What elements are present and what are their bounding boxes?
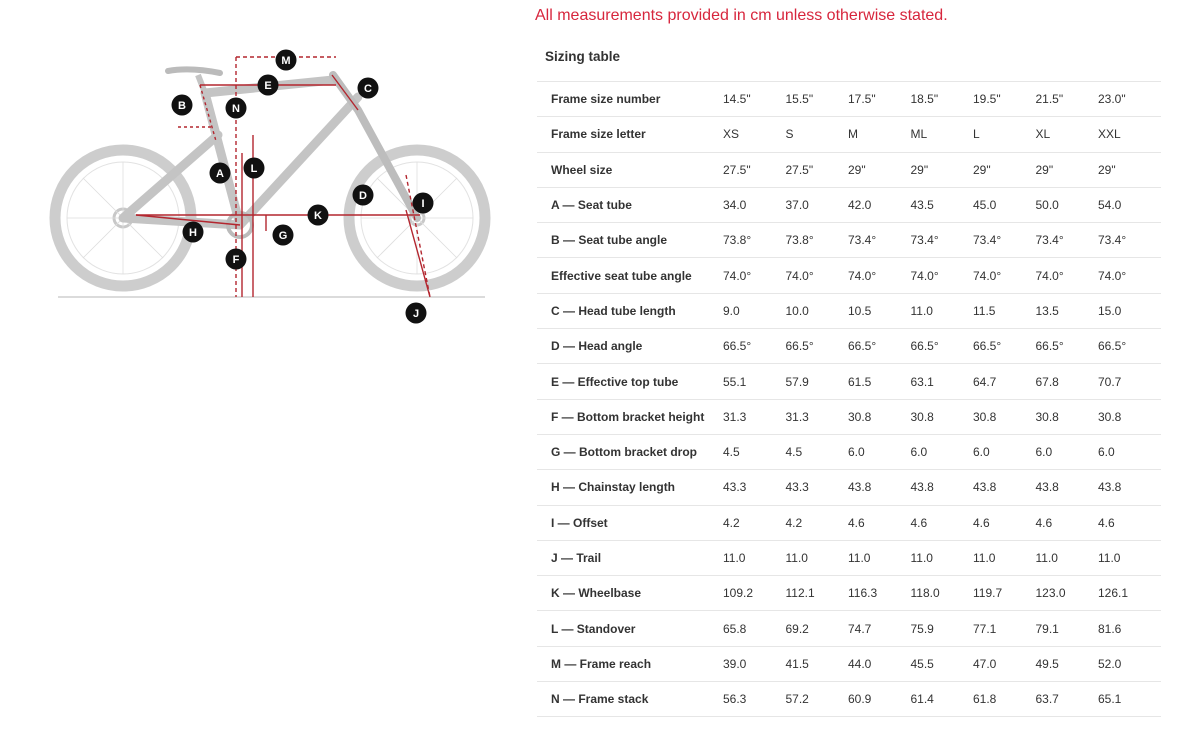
table-cell: 44.0 xyxy=(848,646,911,681)
table-row xyxy=(537,682,1161,717)
label-L xyxy=(244,158,265,179)
table-cell: 4.5 xyxy=(786,434,849,469)
table-row xyxy=(537,364,1161,399)
table-cell: 61.5 xyxy=(848,364,911,399)
label-E xyxy=(258,75,279,96)
table-row xyxy=(537,434,1161,469)
table-cell: 116.3 xyxy=(848,576,911,611)
table-cell: 43.3 xyxy=(723,470,786,505)
table-cell: 73.4° xyxy=(1036,223,1099,258)
table-cell: 6.0 xyxy=(911,434,974,469)
table-cell: 4.2 xyxy=(723,505,786,540)
table-cell: 119.7 xyxy=(973,576,1036,611)
row-label: H — Chainstay length xyxy=(537,470,723,505)
label-F xyxy=(226,249,247,270)
table-cell: 11.0 xyxy=(911,293,974,328)
table-cell: 29" xyxy=(911,152,974,187)
svg-text:J: J xyxy=(412,308,420,320)
svg-text:D: D xyxy=(359,190,367,202)
table-cell: 81.6 xyxy=(1098,611,1161,646)
table-cell: 4.6 xyxy=(1036,505,1099,540)
row-label: M — Frame reach xyxy=(537,646,723,681)
table-cell: 11.0 xyxy=(723,540,786,575)
table-cell: 10.0 xyxy=(786,293,849,328)
table-cell: 4.6 xyxy=(1098,505,1161,540)
label-H xyxy=(183,222,204,243)
table-cell: 66.5° xyxy=(911,329,974,364)
label-I xyxy=(413,193,434,214)
table-row xyxy=(537,258,1161,293)
table-row xyxy=(537,329,1161,364)
row-label: I — Offset xyxy=(537,505,723,540)
svg-text:H: H xyxy=(189,227,197,239)
table-row xyxy=(537,611,1161,646)
table-cell: 70.7 xyxy=(1098,364,1161,399)
table-cell: S xyxy=(786,117,849,152)
table-cell: 4.2 xyxy=(786,505,849,540)
table-cell: M xyxy=(848,117,911,152)
table-cell: 43.8 xyxy=(1098,470,1161,505)
sizing-table-title: Sizing table xyxy=(545,49,621,64)
sizing-table-container xyxy=(537,81,1147,717)
svg-text:L: L xyxy=(250,163,258,175)
table-row xyxy=(537,646,1161,681)
table-cell: 11.0 xyxy=(848,540,911,575)
table-cell: 21.5" xyxy=(1036,82,1099,117)
table-cell: 74.7 xyxy=(848,611,911,646)
table-cell: 118.0 xyxy=(911,576,974,611)
sizing-table-body xyxy=(537,82,1161,717)
table-cell: 74.0° xyxy=(723,258,786,293)
label-G xyxy=(273,225,294,246)
row-label: K — Wheelbase xyxy=(537,576,723,611)
row-label: D — Head angle xyxy=(537,329,723,364)
row-label: L — Standover xyxy=(537,611,723,646)
table-cell: 52.0 xyxy=(1098,646,1161,681)
table-cell: 37.0 xyxy=(786,187,849,222)
table-cell: 29" xyxy=(1098,152,1161,187)
table-cell: 50.0 xyxy=(1036,187,1099,222)
table-cell: 66.5° xyxy=(1098,329,1161,364)
table-cell: 11.5 xyxy=(973,293,1036,328)
table-cell: 65.1 xyxy=(1098,682,1161,717)
table-cell: 29" xyxy=(1036,152,1099,187)
table-cell: 73.8° xyxy=(786,223,849,258)
row-label: J — Trail xyxy=(537,540,723,575)
table-cell: 41.5 xyxy=(786,646,849,681)
table-cell: 9.0 xyxy=(723,293,786,328)
table-cell: 4.6 xyxy=(973,505,1036,540)
table-cell: 11.0 xyxy=(786,540,849,575)
table-cell: 63.7 xyxy=(1036,682,1099,717)
table-cell: 65.8 xyxy=(723,611,786,646)
row-label: F — Bottom bracket height xyxy=(537,399,723,434)
table-cell: 30.8 xyxy=(911,399,974,434)
table-cell: 4.5 xyxy=(723,434,786,469)
svg-text:B: B xyxy=(178,100,186,112)
table-cell: 74.0° xyxy=(1036,258,1099,293)
table-cell: 43.8 xyxy=(1036,470,1099,505)
label-N xyxy=(226,98,247,119)
table-cell: 67.8 xyxy=(1036,364,1099,399)
table-cell: 43.8 xyxy=(911,470,974,505)
table-cell: 49.5 xyxy=(1036,646,1099,681)
table-cell: 63.1 xyxy=(911,364,974,399)
label-D xyxy=(353,185,374,206)
table-cell: 18.5" xyxy=(911,82,974,117)
table-cell: 43.5 xyxy=(911,187,974,222)
row-label: N — Frame stack xyxy=(537,682,723,717)
row-label: G — Bottom bracket drop xyxy=(537,434,723,469)
svg-text:M: M xyxy=(281,55,291,67)
table-cell: 64.7 xyxy=(973,364,1036,399)
sizing-table xyxy=(537,81,1161,717)
table-cell: 27.5" xyxy=(786,152,849,187)
table-cell: 43.3 xyxy=(786,470,849,505)
table-cell: 43.8 xyxy=(848,470,911,505)
table-row xyxy=(537,293,1161,328)
table-cell: 77.1 xyxy=(973,611,1036,646)
table-cell: 69.2 xyxy=(786,611,849,646)
table-cell: 61.4 xyxy=(911,682,974,717)
label-K xyxy=(308,205,329,226)
table-cell: 45.0 xyxy=(973,187,1036,222)
row-label: Frame size number xyxy=(537,82,723,117)
table-cell: 60.9 xyxy=(848,682,911,717)
table-cell: 74.0° xyxy=(786,258,849,293)
table-cell: 112.1 xyxy=(786,576,849,611)
table-cell: 10.5 xyxy=(848,293,911,328)
table-cell: 74.0° xyxy=(1098,258,1161,293)
table-cell: 11.0 xyxy=(973,540,1036,575)
table-cell: 74.0° xyxy=(973,258,1036,293)
table-cell: 75.9 xyxy=(911,611,974,646)
table-row xyxy=(537,505,1161,540)
table-cell: 66.5° xyxy=(973,329,1036,364)
table-cell: 6.0 xyxy=(1098,434,1161,469)
table-cell: 56.3 xyxy=(723,682,786,717)
table-cell: 109.2 xyxy=(723,576,786,611)
table-cell: 13.5 xyxy=(1036,293,1099,328)
label-M xyxy=(276,50,297,71)
table-row xyxy=(537,82,1161,117)
table-cell: 42.0 xyxy=(848,187,911,222)
table-cell: 15.0 xyxy=(1098,293,1161,328)
label-J xyxy=(406,303,427,324)
table-cell: 31.3 xyxy=(786,399,849,434)
table-cell: 73.4° xyxy=(973,223,1036,258)
table-cell: 126.1 xyxy=(1098,576,1161,611)
label-A xyxy=(210,163,231,184)
svg-text:K: K xyxy=(314,210,322,222)
table-cell: 66.5° xyxy=(848,329,911,364)
table-cell: XXL xyxy=(1098,117,1161,152)
table-cell: 73.4° xyxy=(848,223,911,258)
table-cell: 29" xyxy=(973,152,1036,187)
table-cell: 74.0° xyxy=(911,258,974,293)
table-row xyxy=(537,399,1161,434)
label-B xyxy=(172,95,193,116)
row-label: E — Effective top tube xyxy=(537,364,723,399)
table-cell: 39.0 xyxy=(723,646,786,681)
table-cell: 55.1 xyxy=(723,364,786,399)
table-cell: XL xyxy=(1036,117,1099,152)
table-cell: 79.1 xyxy=(1036,611,1099,646)
table-row xyxy=(537,117,1161,152)
table-cell: 15.5" xyxy=(786,82,849,117)
table-cell: 23.0" xyxy=(1098,82,1161,117)
table-cell: 30.8 xyxy=(848,399,911,434)
table-cell: 11.0 xyxy=(1036,540,1099,575)
svg-text:G: G xyxy=(278,230,288,242)
table-cell: 73.4° xyxy=(1098,223,1161,258)
table-cell: 11.0 xyxy=(911,540,974,575)
bike-geometry-diagram xyxy=(40,35,500,330)
table-cell: 4.6 xyxy=(911,505,974,540)
table-cell: 19.5" xyxy=(973,82,1036,117)
svg-text:C: C xyxy=(364,83,372,95)
table-cell: 74.0° xyxy=(848,258,911,293)
table-cell: 29" xyxy=(848,152,911,187)
table-row xyxy=(537,187,1161,222)
table-cell: ML xyxy=(911,117,974,152)
table-cell: 6.0 xyxy=(973,434,1036,469)
table-cell: XS xyxy=(723,117,786,152)
svg-text:I: I xyxy=(421,198,425,210)
table-cell: 57.2 xyxy=(786,682,849,717)
table-row xyxy=(537,223,1161,258)
table-row xyxy=(537,540,1161,575)
svg-text:N: N xyxy=(232,103,240,115)
table-cell: 11.0 xyxy=(1098,540,1161,575)
label-C xyxy=(358,78,379,99)
table-cell: 30.8 xyxy=(1098,399,1161,434)
table-cell: 17.5" xyxy=(848,82,911,117)
units-note: All measurements provided in cm unless otherwise stated. xyxy=(535,7,948,24)
table-cell: 57.9 xyxy=(786,364,849,399)
table-cell: 27.5" xyxy=(723,152,786,187)
table-cell: 6.0 xyxy=(1036,434,1099,469)
table-cell: 14.5" xyxy=(723,82,786,117)
table-cell: 30.8 xyxy=(973,399,1036,434)
table-row xyxy=(537,152,1161,187)
table-cell: 6.0 xyxy=(848,434,911,469)
row-label: A — Seat tube xyxy=(537,187,723,222)
table-cell: 73.8° xyxy=(723,223,786,258)
table-cell: 66.5° xyxy=(1036,329,1099,364)
table-cell: 43.8 xyxy=(973,470,1036,505)
table-cell: 31.3 xyxy=(723,399,786,434)
row-label: B — Seat tube angle xyxy=(537,223,723,258)
svg-text:F: F xyxy=(232,254,240,266)
row-label: Effective seat tube angle xyxy=(537,258,723,293)
table-cell: 54.0 xyxy=(1098,187,1161,222)
table-row xyxy=(537,576,1161,611)
table-cell: 4.6 xyxy=(848,505,911,540)
table-cell: L xyxy=(973,117,1036,152)
table-cell: 73.4° xyxy=(911,223,974,258)
table-row xyxy=(537,470,1161,505)
svg-text:E: E xyxy=(264,80,272,92)
table-cell: 66.5° xyxy=(786,329,849,364)
row-label: C — Head tube length xyxy=(537,293,723,328)
row-label: Frame size letter xyxy=(537,117,723,152)
table-cell: 47.0 xyxy=(973,646,1036,681)
table-cell: 30.8 xyxy=(1036,399,1099,434)
row-label: Wheel size xyxy=(537,152,723,187)
table-cell: 61.8 xyxy=(973,682,1036,717)
table-cell: 45.5 xyxy=(911,646,974,681)
table-cell: 123.0 xyxy=(1036,576,1099,611)
svg-text:A: A xyxy=(216,168,224,180)
table-cell: 66.5° xyxy=(723,329,786,364)
table-cell: 34.0 xyxy=(723,187,786,222)
